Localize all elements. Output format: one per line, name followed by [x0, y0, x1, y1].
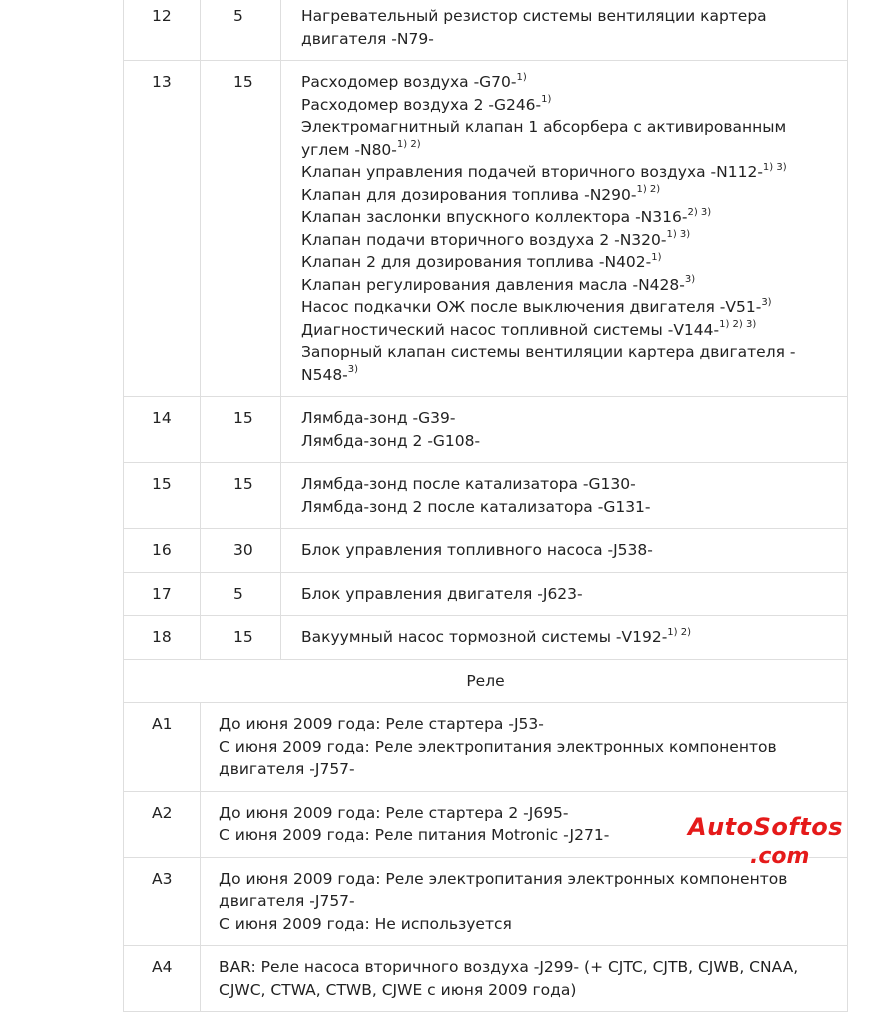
fuse-row — [124, 616, 848, 660]
fuse-description — [281, 572, 848, 616]
consumer-line — [301, 229, 839, 252]
relay-row — [124, 791, 848, 857]
consumer-line — [301, 407, 839, 430]
relay-position: A2 — [124, 791, 201, 857]
fuse-description — [281, 463, 848, 529]
footnote-ref: 3) — [684, 274, 696, 286]
fuse-amperage: 15 — [201, 616, 281, 660]
relay-line: До июня 2009 года: Реле стартера -J53- — [219, 715, 544, 733]
consumer-text: Клапан управления подачей вторичного воздуха -N112- — [301, 163, 763, 181]
relay-section-title: Реле — [124, 659, 848, 703]
consumer-text: Клапан регулирования давления масла -N428- — [301, 275, 685, 294]
consumer-text: Лямбда-зонд -G39- — [301, 409, 456, 427]
fuse-amperage: 5 — [201, 0, 281, 61]
fuse-row — [124, 397, 848, 463]
consumer-text: Лямбда-зонд 2 -G108- — [301, 431, 481, 450]
fuse-description — [281, 616, 848, 660]
relay-line: С июня 2009 года: Реле электропитания электронных компонентов двигателя -J757- — [219, 737, 777, 778]
fuse-number: 14 — [124, 397, 201, 463]
consumer-line — [301, 71, 839, 94]
consumer-text: Расходомер воздуха 2 -G246- — [301, 95, 542, 114]
consumer-line — [301, 206, 839, 229]
fuse-description — [281, 529, 848, 573]
footnote-ref: 1) 3) — [762, 161, 787, 173]
relay-line: До июня 2009 года: Реле электропитания электронных компонентов двигателя -J757- — [219, 869, 788, 910]
footnote-ref: 1) 3) — [666, 229, 691, 241]
footnote-ref: 2) 3) — [687, 206, 712, 218]
footnote-ref: 1) 2) — [636, 184, 661, 196]
fuse-number: 13 — [124, 61, 201, 397]
relay-description — [201, 791, 848, 857]
consumer-line — [301, 583, 839, 606]
relay-position: A3 — [124, 857, 201, 946]
relay-section — [124, 659, 848, 703]
footnote-ref: 1) — [516, 71, 527, 83]
consumer-line — [301, 296, 839, 319]
consumer-line — [301, 430, 839, 453]
relay-description — [201, 703, 848, 792]
consumer-line — [301, 341, 839, 386]
consumer-line — [301, 473, 839, 496]
consumer-text: Клапан 2 для дозирования топлива -N402- — [301, 253, 652, 271]
consumer-text: Насос подкачки ОЖ после выключения двигателя -V51- — [301, 298, 762, 316]
fuse-number: 16 — [124, 529, 201, 573]
fuse-number: 17 — [124, 572, 201, 616]
relay-line: До июня 2009 года: Реле стартера 2 -J695- — [219, 803, 569, 822]
relay-position: A4 — [124, 946, 201, 1012]
consumer-text: Лямбда-зонд после катализатора -G130- — [301, 475, 636, 493]
fuse-row — [124, 572, 848, 616]
consumer-line — [301, 539, 839, 562]
consumer-text: Клапан заслонки впускного коллектора -N316- — [301, 208, 688, 226]
consumer-text: Клапан подачи вторичного воздуха 2 -N320- — [301, 230, 667, 249]
relay-section-row — [124, 659, 848, 703]
fuse-amperage: 15 — [201, 61, 281, 397]
relay-line: BAR: Реле насоса вторичного воздуха -J299- (+ CJTC, CJTB, CJWB, CNAA, CJWC, CTWA, CTWB, CJWE с июня 2009 года) — [219, 958, 799, 999]
fuse-row — [124, 0, 848, 61]
fuse-number: 15 — [124, 463, 201, 529]
consumer-line — [301, 251, 839, 274]
relay-description — [201, 857, 848, 946]
consumer-line — [301, 161, 839, 184]
relay-row — [124, 703, 848, 792]
relay-description — [201, 946, 848, 1012]
fuse-amperage: 15 — [201, 463, 281, 529]
consumer-line — [301, 116, 839, 161]
relay-position: A1 — [124, 703, 201, 792]
consumer-line — [301, 319, 839, 342]
fuse-row — [124, 463, 848, 529]
footnote-ref: 1) — [651, 251, 662, 263]
fuse-amperage: 5 — [201, 572, 281, 616]
consumer-text: Клапан для дозирования топлива -N290- — [301, 185, 637, 204]
relay-row — [124, 857, 848, 946]
consumer-line — [301, 274, 839, 297]
fuse-description — [281, 61, 848, 397]
fuse-table-body — [124, 0, 848, 659]
fuse-description — [281, 397, 848, 463]
consumer-text: Вакуумный насос тормозной системы -V192- — [301, 628, 668, 646]
consumer-text: Блок управления двигателя -J623- — [301, 584, 583, 603]
consumer-line — [301, 184, 839, 207]
consumer-text: Блок управления топливного насоса -J538- — [301, 541, 653, 559]
relay-row — [124, 946, 848, 1012]
consumer-text: Расходомер воздуха -G70- — [301, 73, 517, 91]
footnote-ref: 1) 2) — [667, 626, 692, 638]
consumer-text: Электромагнитный клапан 1 абсорбера с активированным углем -N80- — [301, 118, 787, 159]
relay-line: С июня 2009 года: Не используется — [219, 914, 512, 933]
fuse-number: 12 — [124, 0, 201, 61]
consumer-line — [301, 496, 839, 519]
watermark-line1: AutoSoftos — [688, 813, 844, 841]
footnote-ref: 3) — [761, 296, 772, 308]
fuse-description — [281, 0, 848, 61]
relay-table-body — [124, 703, 848, 1012]
consumer-text: Нагревательный резистор системы вентиляции картера двигателя -N79- — [301, 7, 767, 48]
fuse-row — [124, 61, 848, 397]
relay-line: С июня 2009 года: Реле питания Motronic -J271- — [219, 826, 610, 844]
footnote-ref: 1) 2) — [396, 139, 421, 151]
fuse-amperage: 15 — [201, 397, 281, 463]
consumer-text: Запорный клапан системы вентиляции картера двигателя -N548- — [301, 343, 796, 384]
consumer-line — [301, 5, 839, 50]
footnote-ref: 3) — [347, 364, 359, 376]
fuse-number: 18 — [124, 616, 201, 660]
watermark-line2: .com — [750, 844, 810, 869]
fuse-relay-table — [123, 0, 848, 1012]
fuse-amperage: 30 — [201, 529, 281, 573]
fuse-row — [124, 529, 848, 573]
consumer-text: Лямбда-зонд 2 после катализатора -G131- — [301, 497, 651, 516]
footnote-ref: 1) 2) 3) — [719, 319, 757, 331]
consumer-text: Диагностический насос топливной системы -V144- — [301, 320, 720, 339]
consumer-line — [301, 626, 839, 649]
footnote-ref: 1) — [541, 94, 552, 106]
consumer-line — [301, 94, 839, 117]
